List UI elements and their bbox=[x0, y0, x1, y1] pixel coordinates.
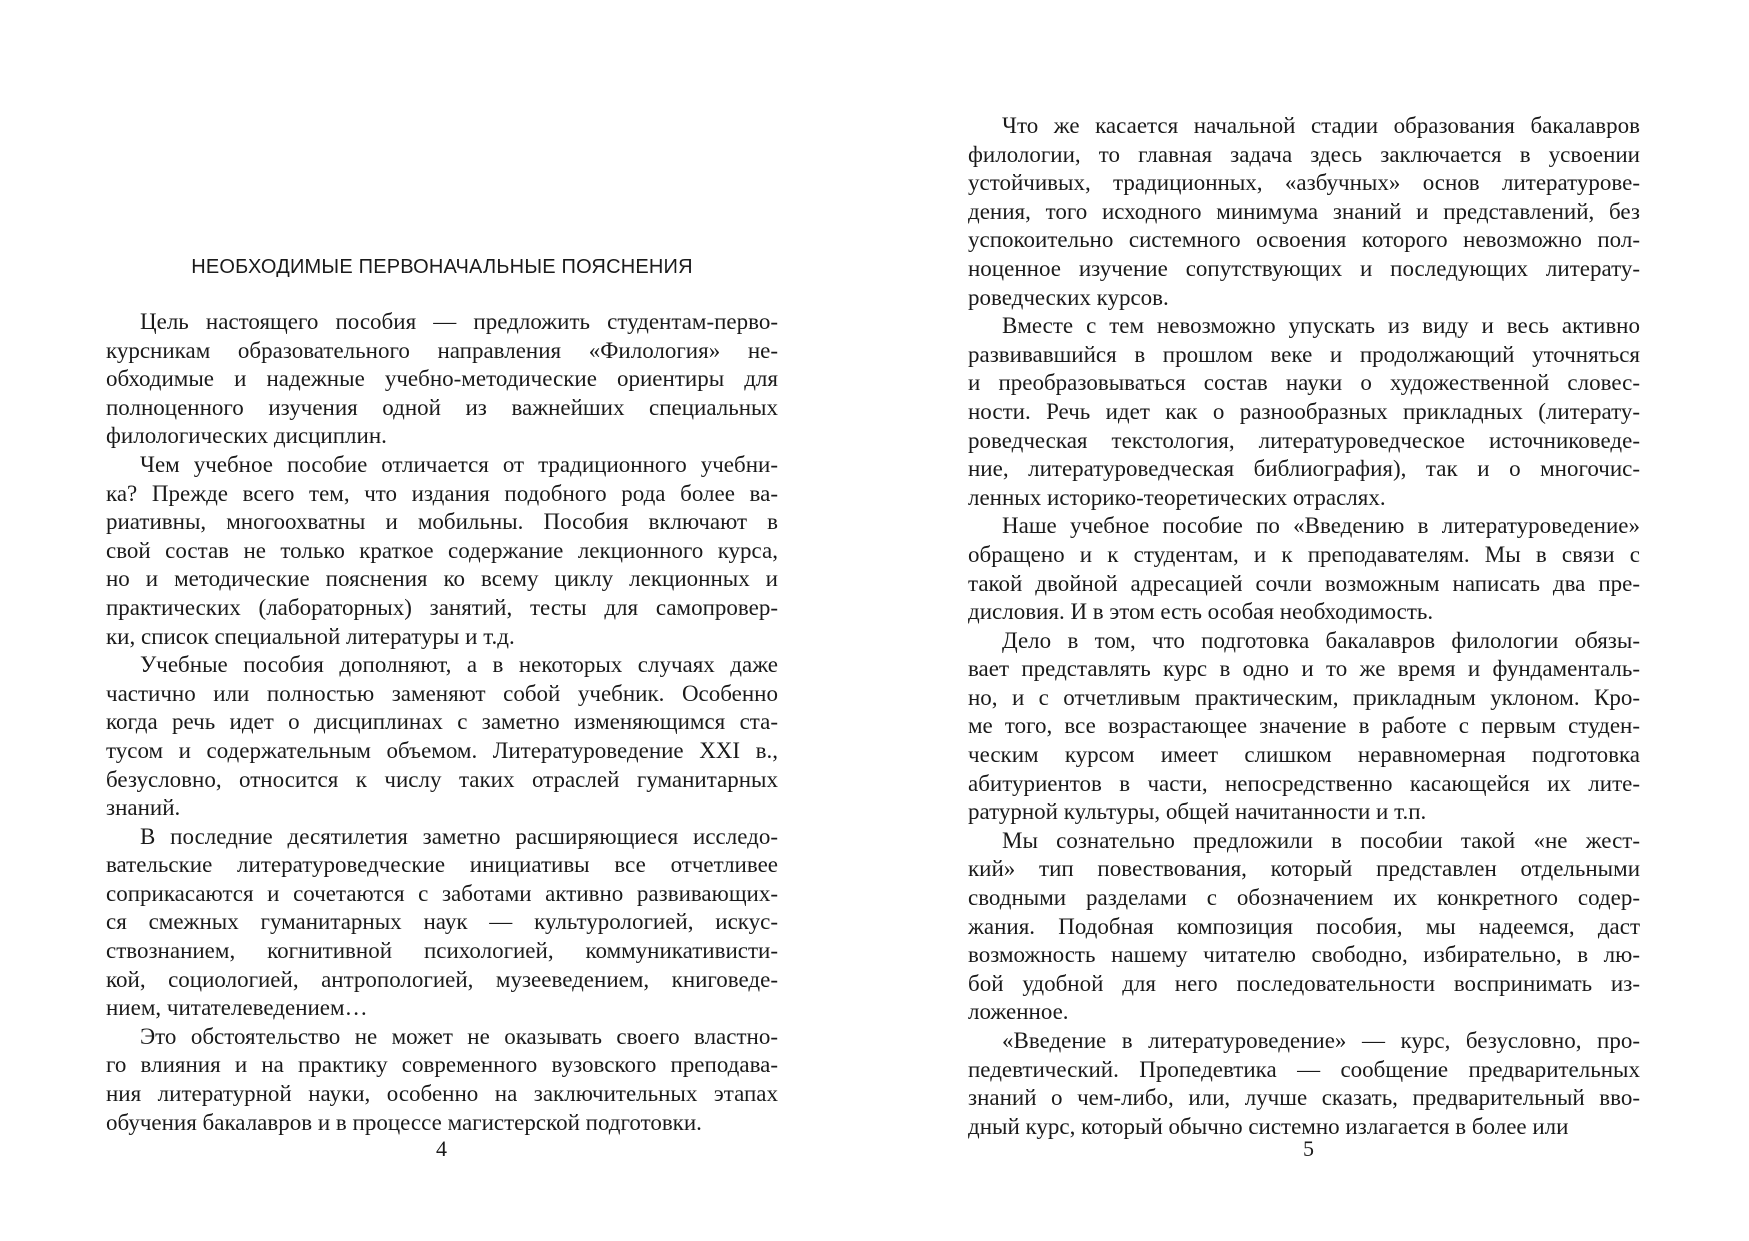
paragraph bbox=[968, 512, 1640, 626]
text-line: знаний о чем-либо, или, лучше сказать, предварительный вво- bbox=[968, 1085, 1640, 1111]
text-line: ноценное изучение сопутствующих и последующих литерату- bbox=[968, 255, 1640, 281]
text-line: тусом и содержательным объемом. Литературоведение XXI в., bbox=[106, 737, 778, 763]
text-line: знаний. bbox=[106, 795, 181, 821]
text-line: когда речь идет о дисциплинах с заметно изменяющимся ста- bbox=[106, 709, 778, 735]
text-line: но, и с отчетливым практическим, прикладным уклоном. Кро- bbox=[968, 684, 1640, 710]
text-line: ки, список специальной литературы и т.д. bbox=[106, 623, 515, 649]
text-line: Вместе с тем невозможно упускать из виду и весь активно bbox=[1002, 313, 1640, 339]
text-line: такой двойной адресацией сочли возможным написать два пре- bbox=[968, 570, 1640, 596]
text-line: жания. Подобная композиция пособия, мы надеемся, даст bbox=[968, 913, 1640, 939]
text-line: ния литературной науки, особенно на заключительных этапах bbox=[106, 1081, 778, 1107]
text-line: «Введение в литературоведение» — курс, безусловно, про- bbox=[1002, 1028, 1640, 1053]
paragraph bbox=[968, 1027, 1640, 1141]
text-line: Чем учебное пособие отличается от традиционного учебни- bbox=[140, 451, 778, 477]
text-line: В последние десятилетия заметно расширяющиеся исследо- bbox=[140, 823, 778, 849]
paragraph bbox=[968, 827, 1640, 1027]
left-text-column bbox=[106, 308, 778, 1137]
text-line: филологических дисциплин. bbox=[106, 423, 387, 449]
text-line: ся смежных гуманитарных наук — культурологией, искус- bbox=[106, 909, 778, 935]
right-text-column bbox=[968, 112, 1640, 1141]
text-line: но и методические пояснения ко всему циклу лекционных и bbox=[106, 566, 778, 592]
paragraph bbox=[968, 627, 1640, 827]
text-line: частично или полностью заменяют собой учебник. Особенно bbox=[106, 680, 778, 706]
left-page bbox=[0, 0, 874, 1241]
text-line: ложенное. bbox=[968, 999, 1069, 1025]
text-line: устойчивых, традиционных, «азбучных» основ литературове- bbox=[968, 170, 1640, 196]
text-line: кий» тип повествования, который представлен отдельными bbox=[968, 856, 1640, 882]
text-line: Учебные пособия дополняют, а в некоторых случаях даже bbox=[140, 652, 778, 678]
text-line: Это обстоятельство не может не оказывать своего властно- bbox=[140, 1023, 778, 1049]
text-line: ствознанием, когнитивной психологией, коммуникативисти- bbox=[106, 938, 778, 964]
paragraph bbox=[106, 651, 778, 823]
text-line: соприкасаются и сочетаются с заботами активно развивающих- bbox=[106, 880, 778, 906]
text-line: успокоительно системного освоения которого невозможно пол- bbox=[968, 227, 1640, 253]
text-line: риативны, многоохватны и мобильны. Пособия включают в bbox=[106, 509, 778, 535]
paragraph bbox=[968, 312, 1640, 512]
text-line: ме того, все возрастающее значение в работе с первым студен- bbox=[968, 713, 1640, 739]
text-line: свой состав не только краткое содержание лекционного курса, bbox=[106, 537, 778, 563]
text-line: ности. Речь идет как о разнообразных прикладных (литерату- bbox=[968, 398, 1640, 424]
text-line: роведческих курсов. bbox=[968, 284, 1169, 310]
text-line: Дело в том, что подготовка бакалавров филологии обязы- bbox=[1002, 627, 1640, 653]
text-line: дения, того исходного минимума знаний и представлений, без bbox=[968, 198, 1640, 224]
paragraph bbox=[106, 451, 778, 651]
right-page bbox=[875, 0, 1749, 1241]
text-line: вает представлять курс в одно и то же время и фундаменталь- bbox=[968, 656, 1640, 682]
text-line: ратурной культуры, общей начитанности и т.п. bbox=[968, 799, 1427, 825]
text-line: развивавшийся в прошлом веке и продолжающий уточняться bbox=[968, 341, 1640, 367]
text-line: обходимые и надежные учебно-методические ориентиры для bbox=[106, 366, 778, 392]
text-line: вательские литературоведческие инициативы все отчетливее bbox=[106, 852, 778, 878]
text-line: дисловия. И в этом есть особая необходимость. bbox=[968, 599, 1434, 625]
text-line: педевтический. Пропедевтика — сообщение предварительных bbox=[968, 1056, 1640, 1082]
paragraph bbox=[106, 308, 778, 451]
text-line: Мы сознательно предложили в пособии такой «не жест- bbox=[1002, 827, 1640, 853]
text-line: безусловно, относится к числу таких отраслей гуманитарных bbox=[106, 766, 778, 792]
text-line: возможность нашему читателю свободно, избирательно, в лю- bbox=[968, 942, 1640, 968]
text-line: ленных историко-теоретических отраслях. bbox=[968, 484, 1386, 510]
text-line: обучения бакалавров и в процессе магистерской подготовки. bbox=[106, 1109, 702, 1135]
page-number-right: 5 bbox=[1303, 1136, 1314, 1161]
text-line: Цель настоящего пособия — предложить студентам-перво- bbox=[140, 309, 778, 334]
text-line: ка? Прежде всего тем, что издания подобного рода более ва- bbox=[106, 480, 778, 506]
page-heading: НЕОБХОДИМЫЕ ПЕРВОНАЧАЛЬНЫЕ ПОЯСНЕНИЯ bbox=[191, 256, 693, 278]
text-line: филологии, то главная задача здесь заключается в усвоении bbox=[968, 141, 1640, 167]
text-line: Наше учебное пособие по «Введению в литературоведение» bbox=[1002, 513, 1640, 539]
text-line: полноценного изучения одной из важнейших специальных bbox=[106, 394, 778, 420]
text-line: кой, социологией, антропологией, музееведением, книговеде- bbox=[106, 966, 778, 992]
text-line: ние, литературоведческая библиография), так и о многочис- bbox=[968, 456, 1640, 482]
paragraph bbox=[968, 112, 1640, 312]
text-line: нием, читателеведением… bbox=[106, 995, 368, 1021]
text-line: бой удобной для него последовательности воспринимать из- bbox=[968, 970, 1640, 996]
text-line: практических (лабораторных) занятий, тесты для самопровер- bbox=[106, 594, 778, 620]
text-line: Что же касается начальной стадии образования бакалавров bbox=[1002, 113, 1640, 138]
text-line: го влияния и на практику современного вузовского преподава- bbox=[106, 1052, 778, 1078]
text-line: абитуриентов в части, непосредственно касающейся их лите- bbox=[968, 770, 1640, 796]
text-line: курсникам образовательного направления «Филология» не- bbox=[106, 337, 778, 363]
text-line: роведческая текстология, литературоведческое источниковеде- bbox=[968, 427, 1640, 453]
page-number-left: 4 bbox=[436, 1136, 447, 1161]
text-line: дный курс, который обычно системно излагается в более или bbox=[968, 1113, 1569, 1139]
paragraph bbox=[106, 1023, 778, 1137]
paragraph bbox=[106, 823, 778, 1023]
text-line: обращено и к студентам, и к преподавателям. Мы в связи с bbox=[968, 541, 1640, 567]
text-line: сводными разделами с обозначением их конкретного содер- bbox=[968, 885, 1640, 911]
text-line: и преобразовываться состав науки о художественной словес- bbox=[968, 370, 1640, 396]
text-line: ческим курсом имеет слишком неравномерная подготовка bbox=[968, 742, 1640, 768]
